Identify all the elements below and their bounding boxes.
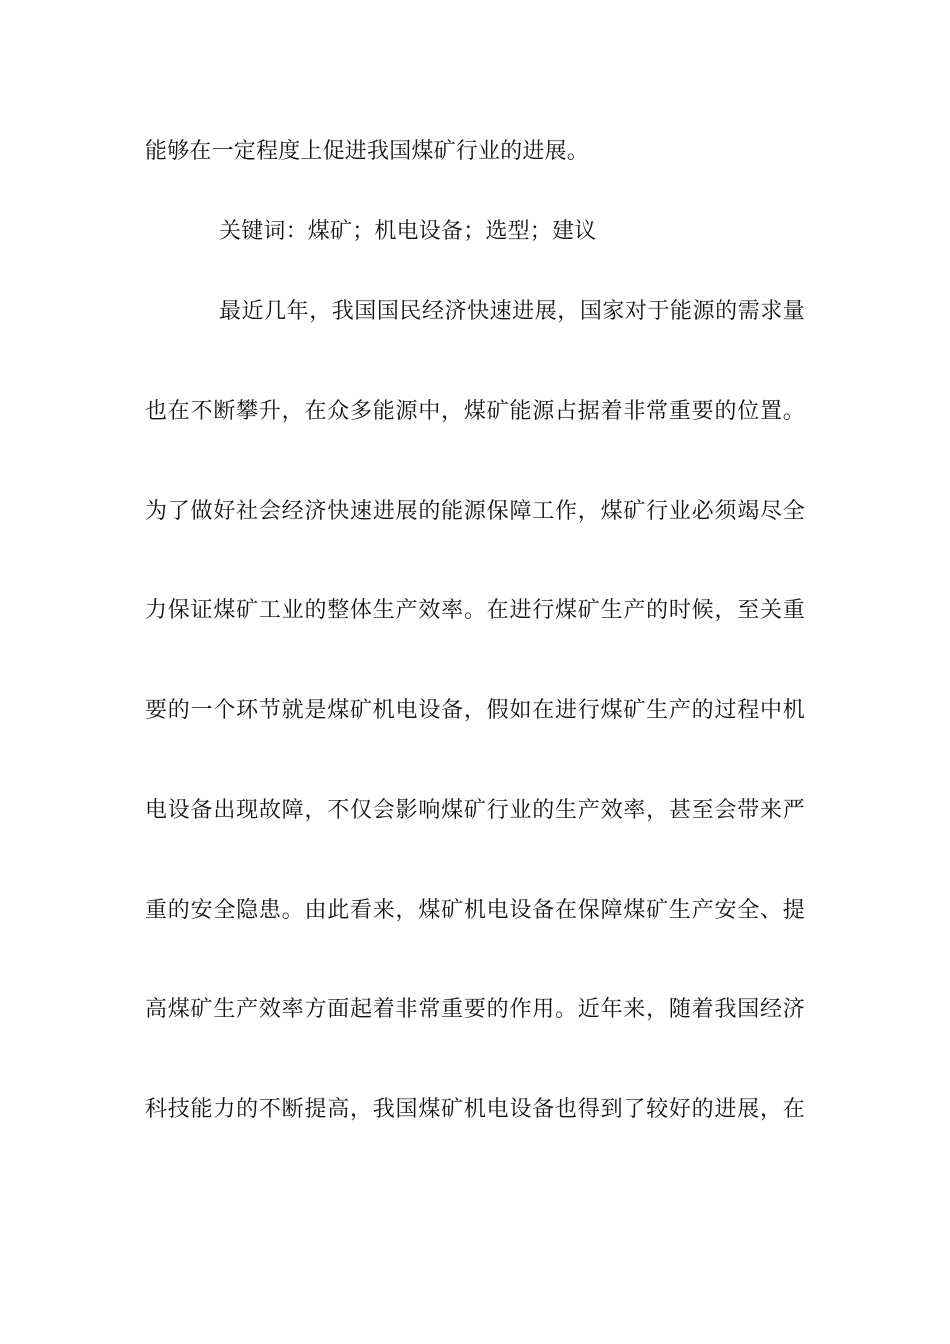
keywords-line: 关键词：煤矿；机电设备；选型；建议 bbox=[219, 219, 597, 244]
paragraph-line: 力保证煤矿工业的整体生产效率。在进行煤矿生产的时候，至关重 bbox=[145, 598, 805, 623]
paragraph-line: 电设备出现故障，不仅会影响煤矿行业的生产效率，甚至会带来严 bbox=[145, 798, 805, 823]
paragraph-line: 重的安全隐患。由此看来，煤矿机电设备在保障煤矿生产安全、提 bbox=[145, 898, 805, 923]
paragraph-line: 高煤矿生产效率方面起着非常重要的作用。近年来，随着我国经济 bbox=[145, 997, 805, 1022]
paragraph-line: 也在不断攀升，在众多能源中，煤矿能源占据着非常重要的位置。 bbox=[145, 399, 805, 424]
opening-line: 能够在一定程度上促进我国煤矿行业的进展。 bbox=[145, 139, 590, 164]
paragraph-line: 最近几年，我国国民经济快速进展，国家对于能源的需求量 bbox=[219, 299, 805, 324]
paragraph-line: 为了做好社会经济快速进展的能源保障工作，煤矿行业必须竭尽全 bbox=[145, 499, 805, 524]
paragraph-line: 科技能力的不断提高，我国煤矿机电设备也得到了较好的进展，在 bbox=[145, 1097, 805, 1122]
paragraph-line: 要的一个环节就是煤矿机电设备，假如在进行煤矿生产的过程中机 bbox=[145, 698, 805, 723]
